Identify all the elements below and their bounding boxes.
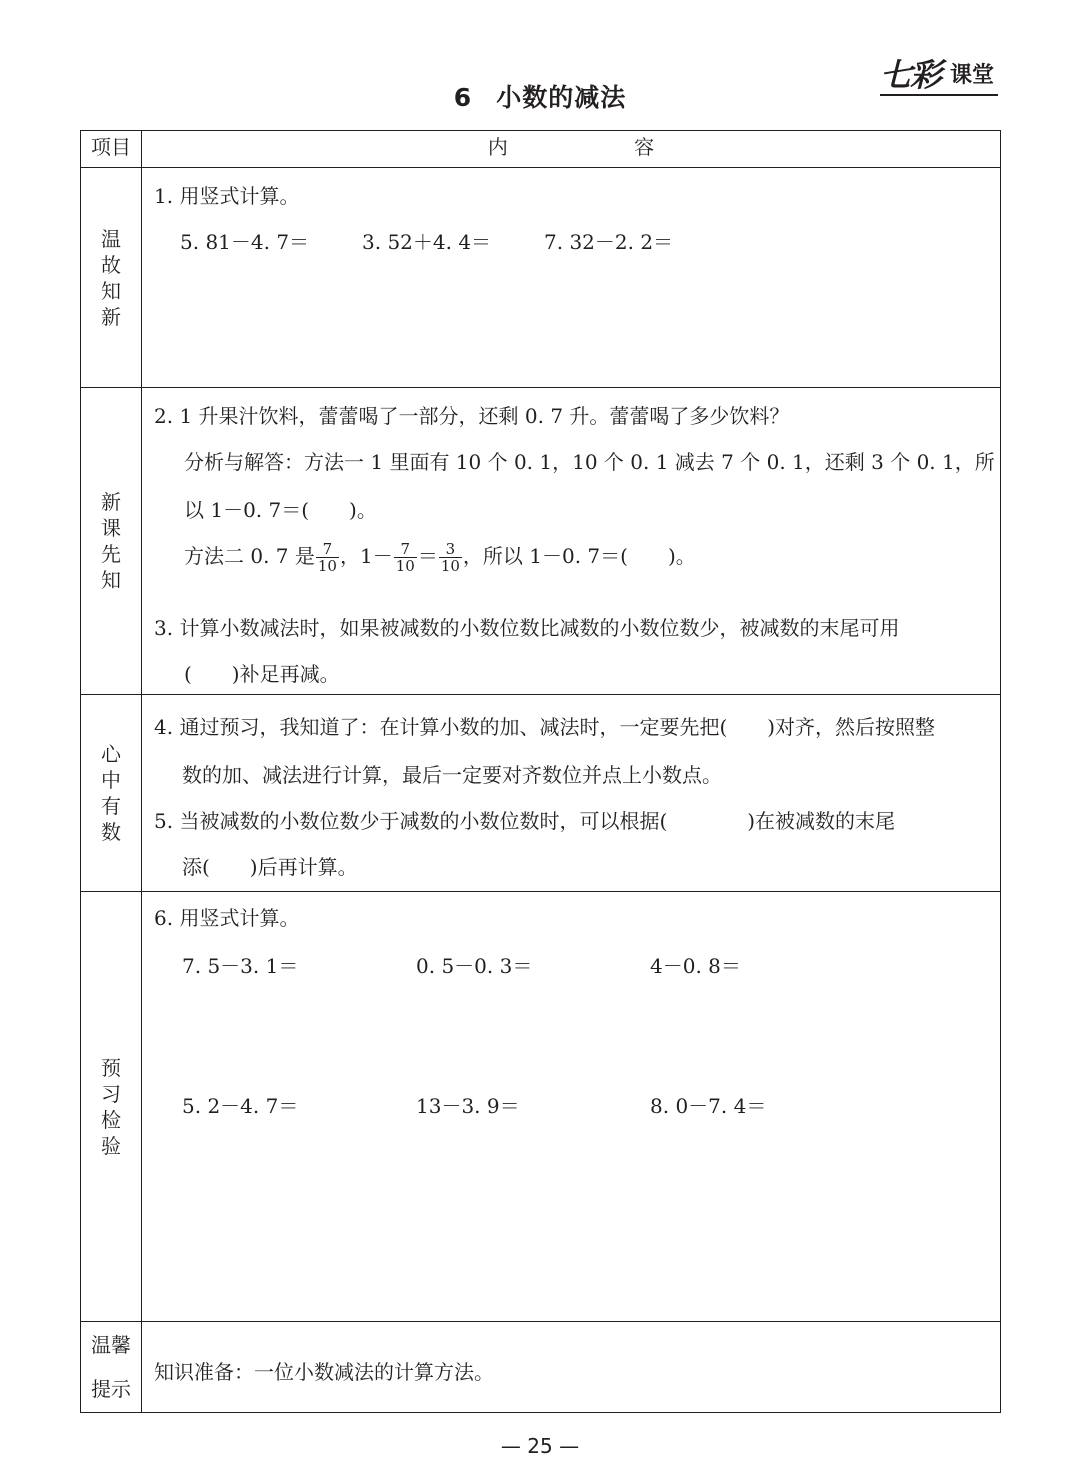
q6-item-3: 4－0. 8＝ <box>650 954 741 978</box>
q2-answer-line-1: 分析与解答：方法一 1 里面有 10 个 0. 1，10 个 0. 1 减去 7 个 0. 1，还剩 3 个 0. 1，所 <box>184 450 995 474</box>
frac-num: 7 <box>394 541 417 558</box>
lesson-title: 小数的减法 <box>496 83 627 112</box>
fraction-7-10 <box>316 541 339 574</box>
section-content-new <box>142 388 1001 695</box>
section-label-check: 预习检验 <box>101 1055 121 1158</box>
section-label-cell <box>81 168 142 388</box>
q6-item-6: 8. 0－7. 4＝ <box>650 1094 767 1118</box>
section-mind <box>81 695 1001 892</box>
page-number: — 25 — <box>500 1434 580 1458</box>
fraction-3-10 <box>439 541 462 574</box>
header-item-col: 项目 <box>81 131 142 168</box>
question-4-line-1: 4. 通过预习，我知道了：在计算小数的加、减法时，一定要先把( )对齐，然后按照整 <box>154 715 936 739</box>
section-content-tip <box>142 1322 1001 1413</box>
section-review <box>81 168 1001 388</box>
header-content-col: 内 容 <box>142 131 1001 168</box>
question-1: 1. 用竖式计算。 <box>154 184 300 208</box>
frac-num: 7 <box>316 541 339 558</box>
frac-den: 10 <box>317 557 337 575</box>
logo-brand-subtext: 课堂 <box>950 63 995 88</box>
fraction-7-10 <box>394 541 417 574</box>
question-5-line-1: 5. 当被减数的小数位数少于减数的小数位数时，可以根据( )在被减数的末尾 <box>154 809 896 833</box>
lesson-number: 6 <box>453 83 473 112</box>
section-label-review: 温故知新 <box>101 226 121 329</box>
logo-brand-text: 七彩 <box>880 56 941 94</box>
section-content-check <box>142 892 1001 1322</box>
q1-item-1: 5. 81－4. 7＝ <box>180 230 310 254</box>
q6-item-1: 7. 5－3. 1＝ <box>182 954 299 978</box>
section-label-cell <box>81 695 142 892</box>
question-5-line-2: 添( )后再计算。 <box>182 855 358 879</box>
q1-item-3: 7. 32－2. 2＝ <box>544 230 674 254</box>
q6-item-5: 13－3. 9＝ <box>416 1094 520 1118</box>
section-tip <box>81 1322 1001 1413</box>
section-label-mind: 心中有数 <box>101 742 121 844</box>
page-title <box>0 78 1080 114</box>
section-label-cell <box>81 388 142 695</box>
m2-pre: 方法二 0. 7 是 <box>184 544 315 568</box>
q6-item-4: 5. 2－4. 7＝ <box>182 1094 299 1118</box>
tip-text: 知识准备：一位小数减法的计算方法。 <box>154 1360 494 1384</box>
table-header-row <box>81 131 1001 168</box>
section-content-review <box>142 168 1001 388</box>
frac-num: 3 <box>439 541 462 558</box>
section-content-mind <box>142 695 1001 892</box>
worksheet-table <box>80 130 1001 1413</box>
section-label-new: 新课先知 <box>101 490 121 592</box>
question-3-line-2: ( )补足再减。 <box>184 662 340 686</box>
q2-answer-line-2: 以 1－0. 7＝( )。 <box>184 498 377 522</box>
frac-den: 10 <box>395 557 415 575</box>
section-new <box>81 388 1001 695</box>
m2-mid2: ＝ <box>417 544 438 568</box>
q1-item-2: 3. 52＋4. 4＝ <box>362 230 492 254</box>
section-check <box>81 892 1001 1322</box>
question-4-line-2: 数的加、减法进行计算，最后一定要对齐数位并点上小数点。 <box>182 763 722 787</box>
frac-den: 10 <box>440 557 460 575</box>
tip-label-line-1: 温馨 <box>91 1333 131 1357</box>
tip-label-line-2: 提示 <box>91 1377 131 1401</box>
question-3-line-1: 3. 计算小数减法时，如果被减数的小数位数比减数的小数位数少，被减数的末尾可用 <box>154 616 900 640</box>
q6-item-2: 0. 5－0. 3＝ <box>416 954 533 978</box>
m2-post: ，所以 1－0. 7＝( )。 <box>462 544 696 568</box>
question-6: 6. 用竖式计算。 <box>154 906 300 930</box>
section-label-cell <box>81 892 142 1322</box>
q2-method-two <box>184 540 696 574</box>
m2-mid1: ，1－ <box>339 544 393 568</box>
question-2: 2. 1 升果汁饮料，蕾蕾喝了一部分，还剩 0. 7 升。蕾蕾喝了多少饮料？ <box>154 404 790 428</box>
section-label-cell <box>81 1322 142 1413</box>
